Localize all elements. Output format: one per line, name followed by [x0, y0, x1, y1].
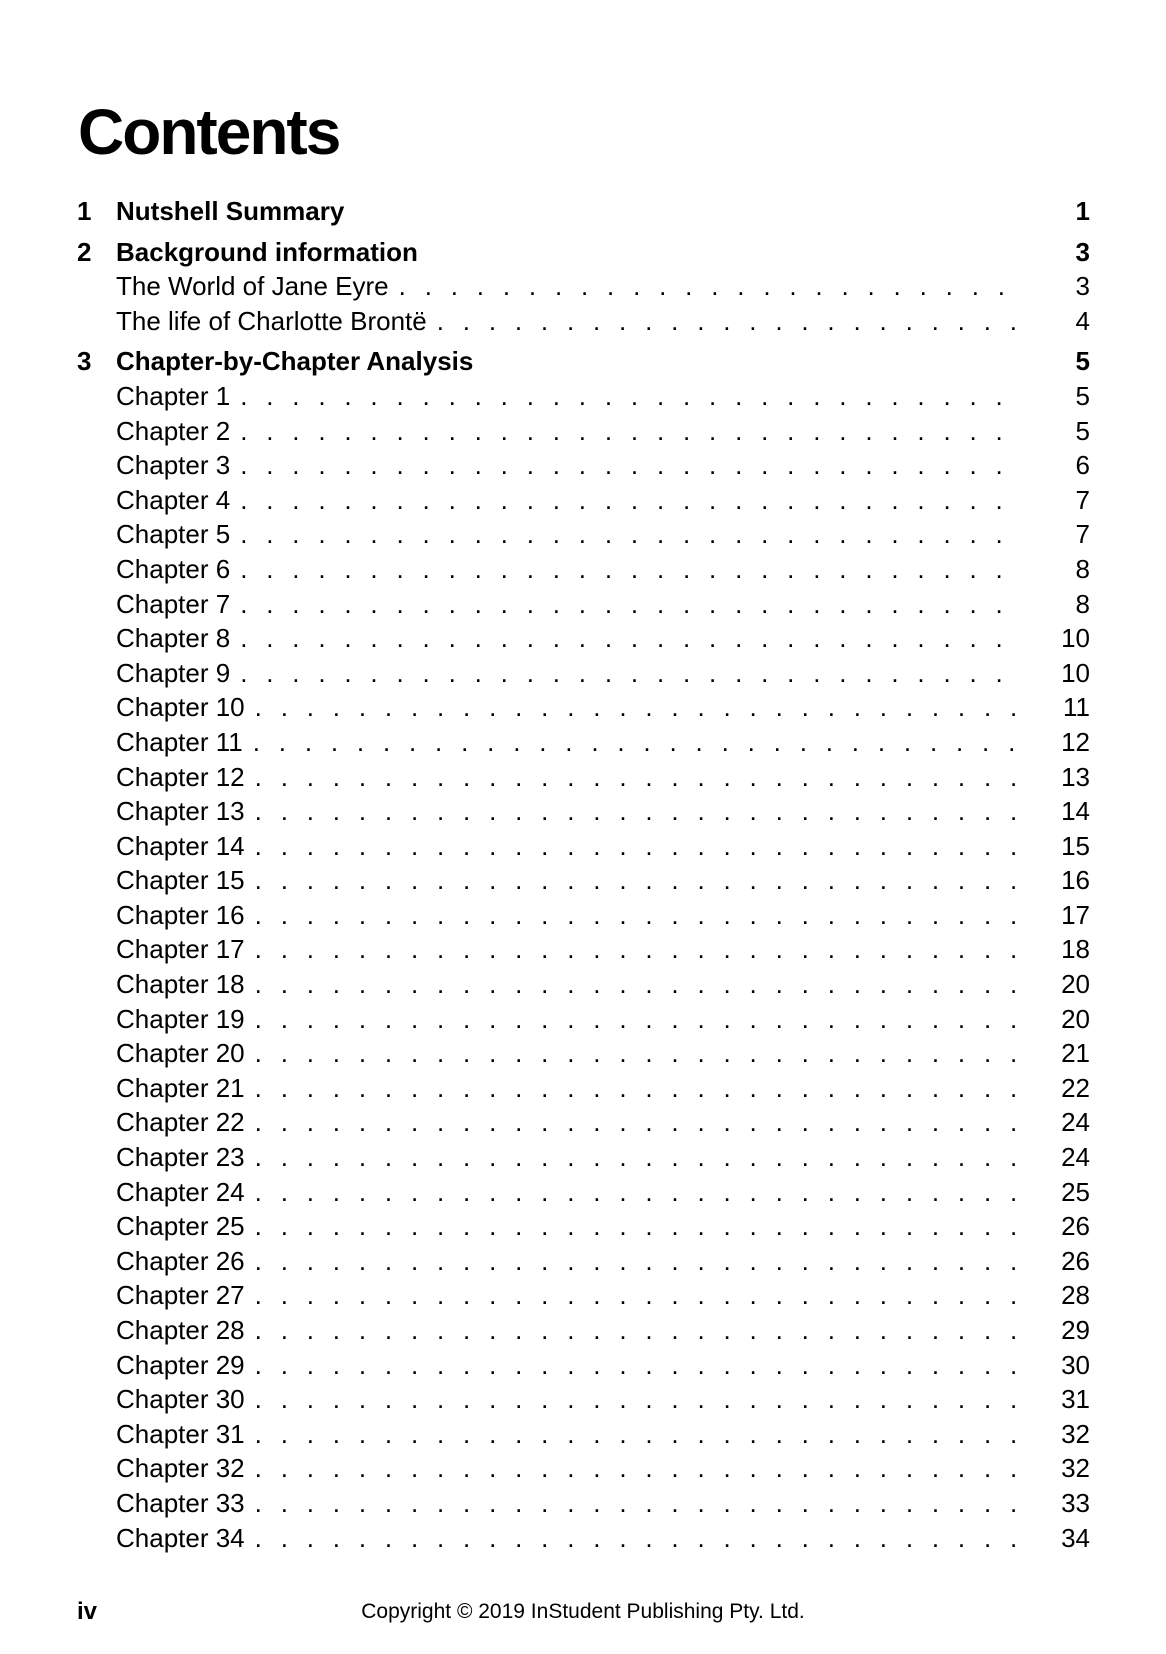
- dot-leader: [255, 1071, 1020, 1106]
- toc-row: [77, 235, 1090, 270]
- toc-entry-label: Chapter 12: [116, 761, 245, 792]
- toc-entry-label: Chapter 14: [116, 830, 245, 861]
- toc-row: [77, 1071, 1090, 1106]
- dot-leader: [240, 656, 1020, 691]
- toc-row: [77, 967, 1090, 1002]
- toc-page-number: 24: [1061, 1142, 1090, 1173]
- dot-leader: [255, 794, 1020, 829]
- toc-page-number: 5: [1075, 380, 1090, 411]
- dot-leader: [240, 587, 1020, 622]
- dot-leader: [255, 1002, 1020, 1037]
- toc-page-number: 15: [1061, 830, 1090, 861]
- folio-page-number: iv: [77, 1598, 98, 1625]
- toc-entry-label: Chapter 19: [116, 1003, 245, 1034]
- dot-leader: [253, 725, 1020, 760]
- toc-entry-label: Chapter 25: [116, 1211, 245, 1242]
- toc-entry-label: Chapter 30: [116, 1384, 245, 1415]
- toc-entry-label: Chapter 31: [116, 1418, 245, 1449]
- toc-section-number: 2: [77, 236, 92, 267]
- toc-entry-label: Chapter 15: [116, 865, 245, 896]
- toc-row: [77, 656, 1090, 691]
- toc-entry-label: Chapter 29: [116, 1349, 245, 1380]
- toc-page-number: 20: [1061, 1003, 1090, 1034]
- toc-page-number: 20: [1061, 969, 1090, 1000]
- toc-row: [77, 1036, 1090, 1071]
- toc-page-number: 25: [1061, 1176, 1090, 1207]
- toc-row: [77, 932, 1090, 967]
- toc-entry-label: Chapter 7: [116, 588, 231, 619]
- toc-page-number: 22: [1061, 1072, 1090, 1103]
- toc-page-number: 8: [1075, 588, 1090, 619]
- toc-entry-label: Chapter 27: [116, 1280, 245, 1311]
- toc-entry-label: The life of Charlotte Brontë: [116, 305, 427, 336]
- toc-row: [77, 448, 1090, 483]
- toc-page-number: 32: [1061, 1453, 1090, 1484]
- toc-page-number: 3: [1075, 271, 1090, 302]
- toc-page-number: 8: [1075, 553, 1090, 584]
- dot-leader: [255, 1105, 1020, 1140]
- dot-leader: [399, 269, 1020, 304]
- toc-page-number: 10: [1061, 657, 1090, 688]
- dot-leader: [240, 483, 1020, 518]
- toc-row: [77, 483, 1090, 518]
- toc-row: [77, 1313, 1090, 1348]
- toc-page-number: 28: [1061, 1280, 1090, 1311]
- toc-page-number: 1: [1075, 196, 1090, 226]
- toc-page-number: 26: [1061, 1211, 1090, 1242]
- toc-page-number: 33: [1061, 1487, 1090, 1518]
- dot-leader: [255, 1278, 1020, 1313]
- toc-entry-label: Chapter 1: [116, 380, 231, 411]
- toc-entry-label: Chapter 8: [116, 623, 231, 654]
- toc-row: [77, 379, 1090, 414]
- toc-page-number: 32: [1061, 1418, 1090, 1449]
- dot-leader: [255, 1451, 1020, 1486]
- toc-row: [77, 1278, 1090, 1313]
- toc-row: [77, 1521, 1090, 1556]
- toc-page-number: 34: [1061, 1522, 1090, 1553]
- toc-entry-label: Chapter 4: [116, 484, 231, 515]
- toc-row: [77, 552, 1090, 587]
- toc-page-number: 12: [1061, 726, 1090, 757]
- toc-page-number: 30: [1061, 1349, 1090, 1380]
- dot-leader: [255, 898, 1020, 933]
- toc-row: [77, 621, 1090, 656]
- dot-leader: [255, 690, 1020, 725]
- toc-page-number: 3: [1075, 236, 1090, 267]
- toc-entry-label: Chapter 10: [116, 692, 245, 723]
- toc-entry-label: Chapter 9: [116, 657, 231, 688]
- toc-row: [77, 1244, 1090, 1279]
- toc-row: [77, 1002, 1090, 1037]
- toc-page-number: 10: [1061, 623, 1090, 654]
- toc-section-number: 3: [77, 346, 92, 377]
- toc-entry-label: Chapter 11: [116, 726, 243, 757]
- dot-leader: [240, 517, 1020, 552]
- toc-page-number: 17: [1061, 899, 1090, 930]
- dot-leader: [255, 1382, 1020, 1417]
- toc-row: [77, 1175, 1090, 1210]
- toc-row: [77, 1348, 1090, 1383]
- toc-page-number: 16: [1061, 865, 1090, 896]
- toc-row: [77, 794, 1090, 829]
- dot-leader: [240, 621, 1020, 656]
- toc-row: [77, 1105, 1090, 1140]
- toc-entry-label: Chapter 32: [116, 1453, 245, 1484]
- toc-entry-label: Chapter 20: [116, 1038, 245, 1069]
- toc-row: [77, 1140, 1090, 1175]
- toc-entry-label: The World of Jane Eyre: [116, 271, 389, 302]
- dot-leader: [255, 1486, 1020, 1521]
- table-of-contents: [77, 194, 1090, 1555]
- toc-page-number: 24: [1061, 1107, 1090, 1138]
- toc-entry-label: Chapter 22: [116, 1107, 245, 1138]
- dot-leader: [255, 1417, 1020, 1452]
- toc-entry-label: Chapter 3: [116, 450, 231, 481]
- toc-page-number: 7: [1075, 484, 1090, 515]
- toc-row: [77, 1382, 1090, 1417]
- copyright-notice: Copyright © 2019 InStudent Publishing Pty. Ltd.: [361, 1600, 805, 1623]
- toc-row: [77, 269, 1090, 304]
- toc-entry-label: Background information: [116, 236, 418, 267]
- toc-entry-label: Chapter 24: [116, 1176, 245, 1207]
- toc-entry-label: Chapter 5: [116, 519, 231, 550]
- toc-entry-label: Chapter-by-Chapter Analysis: [116, 346, 474, 377]
- toc-row: [77, 898, 1090, 933]
- toc-entry-label: Chapter 16: [116, 899, 245, 930]
- toc-entry-label: Chapter 17: [116, 934, 245, 965]
- dot-leader: [255, 829, 1020, 864]
- toc-page-number: 5: [1075, 346, 1090, 377]
- toc-entry-label: Chapter 26: [116, 1245, 245, 1276]
- dot-leader: [255, 1348, 1020, 1383]
- toc-row: [77, 725, 1090, 760]
- toc-entry-label: Chapter 28: [116, 1315, 245, 1345]
- dot-leader: [255, 1140, 1020, 1175]
- toc-row: [77, 1209, 1090, 1244]
- toc-row: [77, 587, 1090, 622]
- dot-leader: [240, 448, 1020, 483]
- toc-entry-label: Chapter 34: [116, 1522, 245, 1553]
- dot-leader: [255, 863, 1020, 898]
- toc-entry-label: Chapter 6: [116, 553, 231, 584]
- toc-row: [77, 344, 1090, 379]
- toc-page-number: 26: [1061, 1245, 1090, 1276]
- toc-row: [77, 1451, 1090, 1486]
- dot-leader: [255, 1244, 1020, 1279]
- dot-leader: [255, 932, 1020, 967]
- toc-page-number: 4: [1075, 305, 1090, 336]
- toc-entry-label: Chapter 13: [116, 796, 245, 827]
- dot-leader: [255, 967, 1020, 1002]
- toc-entry-label: Chapter 18: [116, 969, 245, 1000]
- toc-entry-label: Chapter 33: [116, 1487, 245, 1518]
- dot-leader: [240, 552, 1020, 587]
- dot-leader: [437, 304, 1020, 339]
- toc-entry-label: Chapter 21: [116, 1072, 245, 1103]
- toc-page-number: 13: [1061, 761, 1090, 792]
- page-title: Contents: [78, 96, 340, 168]
- toc-page-number: 14: [1061, 796, 1090, 827]
- dot-leader: [240, 414, 1020, 449]
- toc-row: [77, 760, 1090, 795]
- toc-row: [77, 517, 1090, 552]
- toc-section-number: 1: [77, 196, 92, 226]
- dot-leader: [255, 1209, 1020, 1244]
- toc-page-number: 11: [1063, 692, 1090, 723]
- toc-row: [77, 1417, 1090, 1452]
- dot-leader: [255, 1521, 1020, 1556]
- dot-leader: [255, 1175, 1020, 1210]
- toc-entry-label: Chapter 2: [116, 415, 231, 446]
- toc-row: [77, 414, 1090, 449]
- dot-leader: [255, 1036, 1020, 1071]
- toc-page-number: 6: [1075, 450, 1090, 481]
- dot-leader: [255, 1313, 1020, 1348]
- toc-row: [77, 863, 1090, 898]
- dot-leader: [240, 379, 1020, 414]
- toc-entry-label: Chapter 23: [116, 1142, 245, 1173]
- toc-row: [77, 304, 1090, 339]
- toc-row: [77, 829, 1090, 864]
- toc-row: [77, 194, 1090, 229]
- toc-page-number: 18: [1061, 934, 1090, 965]
- toc-page-number: 29: [1061, 1315, 1090, 1345]
- toc-page-number: 31: [1061, 1384, 1090, 1415]
- toc-row: [77, 690, 1090, 725]
- toc-page-number: 7: [1075, 519, 1090, 550]
- toc-entry-label: Nutshell Summary: [116, 196, 345, 226]
- toc-page-number: 5: [1075, 415, 1090, 446]
- toc-page-number: 21: [1061, 1038, 1090, 1069]
- dot-leader: [255, 760, 1020, 795]
- toc-row: [77, 1486, 1090, 1521]
